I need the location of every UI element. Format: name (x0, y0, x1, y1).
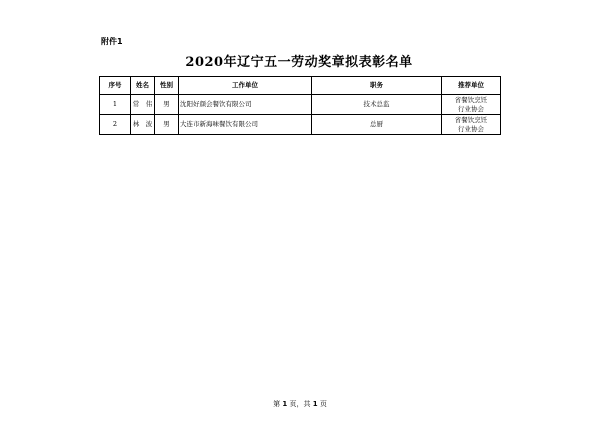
cell-position: 技术总监 (312, 95, 442, 115)
page-footer (0, 399, 600, 409)
cell-gender: 男 (155, 115, 179, 135)
recommender-line: 行业协会 (458, 104, 484, 113)
cell-workplace: 大连市新海味餐饮有限公司 (179, 115, 312, 135)
document-title: 2020年辽宁五一劳动奖章拟表彰名单 (185, 55, 413, 70)
recommender-line: 省餐饮烹饪 (454, 116, 488, 125)
table-header-row (100, 77, 501, 95)
header-position: 职务 (312, 77, 442, 95)
recommender-line: 行业协会 (458, 124, 484, 133)
footer-suffix: 页 (317, 400, 327, 408)
cell-recommender (442, 115, 501, 135)
header-index: 序号 (100, 77, 131, 95)
header-gender: 性别 (155, 77, 179, 95)
cell-position: 总厨 (312, 115, 442, 135)
table-row (100, 115, 501, 135)
cell-index: 2 (100, 115, 131, 135)
cell-name: 常 伟 (131, 95, 155, 115)
header-workplace: 工作单位 (179, 77, 312, 95)
cell-index: 1 (100, 95, 131, 115)
footer-middle: 页，共 (287, 400, 313, 408)
footer-page-number: 1 (282, 400, 288, 408)
cell-workplace: 沈阳好颜会餐饮有限公司 (179, 95, 312, 115)
footer-prefix: 第 (273, 400, 283, 408)
header-name: 姓名 (131, 77, 155, 95)
cell-name: 林 波 (131, 115, 155, 135)
honoree-table (99, 76, 501, 135)
attachment-label: 附件1 (101, 37, 123, 46)
cell-gender: 男 (155, 95, 179, 115)
cell-recommender (442, 95, 501, 115)
header-recommender: 推荐单位 (442, 77, 501, 95)
recommender-line: 省餐饮烹饪 (454, 96, 488, 105)
footer-total-pages: 1 (312, 400, 318, 408)
table-row (100, 95, 501, 115)
